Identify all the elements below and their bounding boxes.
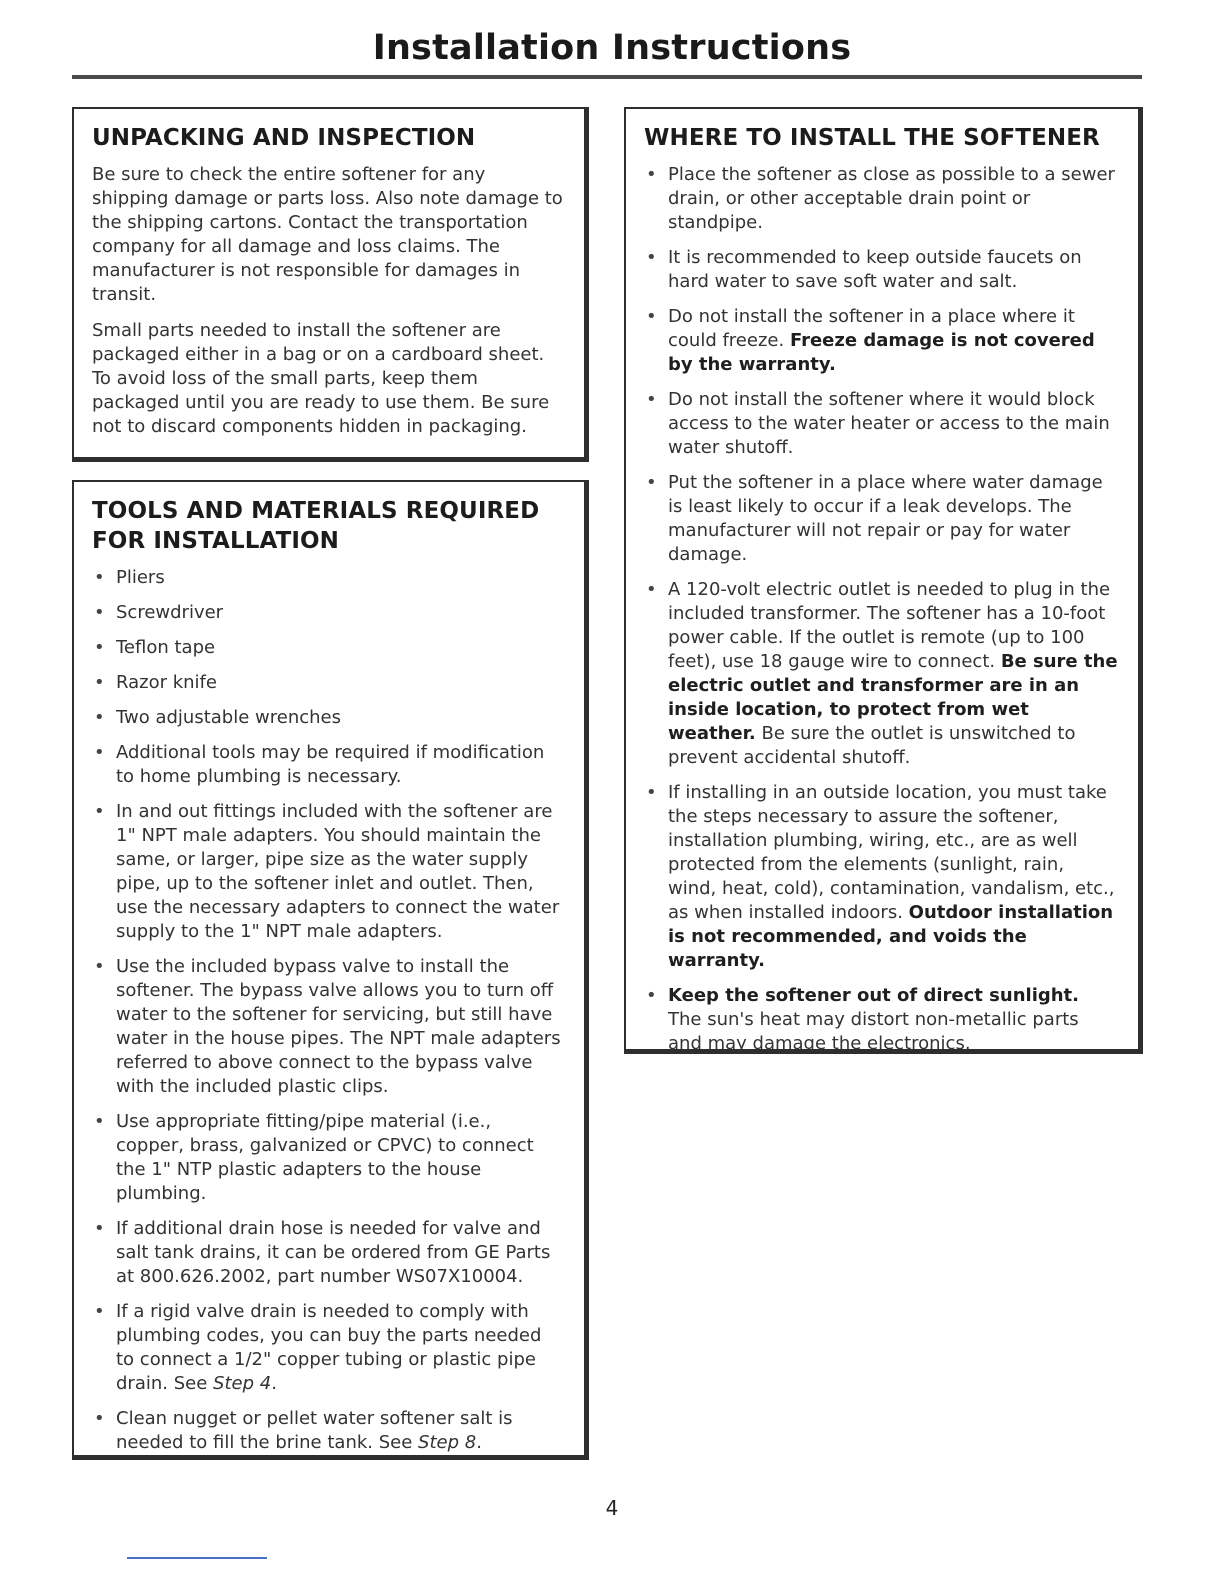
rigid-drain-text: If a rigid valve drain is needed to comply with plumbing codes, you can buy the parts needed to connect a 1/2" copper tubing or plastic pipe drain. See <box>116 1301 542 1394</box>
outlet-tail: Be sure the outlet is unswitched to prevent accidental shutoff. <box>668 723 1076 768</box>
page-title: Installation Instructions <box>372 28 852 68</box>
outlet-text: A 120-volt electric outlet is needed to plug in the included transformer. The softener has a 10-foot power cable. If the outlet is remote (up to 100 feet), use 18 gauge wire to connect. <box>668 579 1111 672</box>
step-8-reference: Step 8 <box>418 1432 477 1453</box>
list-item: • Place the softener as close as possible to a sewer drain, or other acceptable drain point or standpipe. <box>644 163 1118 235</box>
outdoor-text: If installing in an outside location, you must take the steps necessary to assure the softener, installation plumbing, wiring, etc., are as well protected from the elements (sunlight, rain, wind, heat, cold), contamination, vandalism, etc., as when installed indoors. <box>668 782 1115 923</box>
unpacking-heading: UNPACKING AND INSPECTION <box>92 125 476 151</box>
period: . <box>476 1432 482 1453</box>
list-item: • Pliers <box>92 566 564 590</box>
salt-text: Clean nugget or pellet water softener salt is needed to fill the brine tank. See <box>116 1408 513 1453</box>
list-item: • Use the included bypass valve to install the softener. The bypass valve allows you to turn off water to the softener for servicing, but still have water in the house pipes. The NPT male adapters referred to above connect to the bypass valve with the included plastic clips. <box>92 955 564 1099</box>
period: . <box>271 1373 277 1394</box>
list-item: • Razor knife <box>92 671 564 695</box>
step-4-reference: Step 4 <box>213 1373 272 1394</box>
list-item <box>92 1300 564 1396</box>
sunlight-text: The sun's heat may distort non-metallic parts and may damage the electronics. <box>668 1009 1079 1054</box>
title-divider <box>72 75 1142 79</box>
tools-section <box>72 480 589 1460</box>
list-item: • Teflon tape <box>92 636 564 660</box>
outdoor-warning: Outdoor installation is not recommended, and voids the warranty. <box>668 902 1114 971</box>
list-item: • It is recommended to keep outside faucets on hard water to save soft water and salt. <box>644 246 1118 294</box>
list-item <box>644 984 1118 1056</box>
sunlight-warning: Keep the softener out of direct sunlight. <box>668 985 1080 1006</box>
list-item: • Do not install the softener where it would block access to the water heater or access to the main water shutoff. <box>644 388 1118 460</box>
where-list <box>644 163 1118 1056</box>
footer-rule <box>127 1557 267 1559</box>
list-item <box>92 1407 564 1455</box>
unpacking-paragraph-2: Small parts needed to install the softener are packaged either in a bag or on a cardboard sheet. To avoid loss of the small parts, keep them packaged until you are ready to use them. Be sure not to discard components hidden in packaging. <box>92 320 550 437</box>
list-item <box>644 305 1118 377</box>
unpacking-paragraph-1: Be sure to check the entire softener for any shipping damage or parts loss. Also note damage to the shipping cartons. Contact the transportation company for all damage and loss claims. The manufacturer is not responsible for damages in transit. <box>92 164 563 305</box>
list-item: • Two adjustable wrenches <box>92 706 564 730</box>
list-item <box>644 578 1118 770</box>
unpacking-section <box>72 107 589 462</box>
outlet-warning: Be sure the electric outlet and transformer are in an inside location, to protect from wet weather. <box>668 651 1118 744</box>
tools-heading: TOOLS AND MATERIALS REQUIRED FOR INSTALLATION <box>92 498 540 554</box>
list-item <box>644 781 1118 973</box>
list-item: • Put the softener in a place where water damage is least likely to occur if a leak develops. The manufacturer will not repair or pay for water damage. <box>644 471 1118 567</box>
freeze-text: Do not install the softener in a place where it could freeze. <box>668 306 1075 351</box>
list-item: • Use appropriate fitting/pipe material (i.e., copper, brass, galvanized or CPVC) to connect the 1" NTP plastic adapters to the house plumbing. <box>92 1110 564 1206</box>
where-heading: WHERE TO INSTALL THE SOFTENER <box>644 125 1100 151</box>
list-item: • If additional drain hose is needed for valve and salt tank drains, it can be ordered from GE Parts at 800.626.2002, part number WS07X10004. <box>92 1217 564 1289</box>
list-item: • In and out fittings included with the softener are 1" NPT male adapters. You should maintain the same, or larger, pipe size as the water supply pipe, up to the softener inlet and outlet. Then, use the necessary adapters to connect the water supply to the 1" NPT male adapters. <box>92 800 564 944</box>
list-item: • Additional tools may be required if modification to home plumbing is necessary. <box>92 741 564 789</box>
tools-list <box>92 566 564 1455</box>
freeze-warning: Freeze damage is not covered by the warranty. <box>668 330 1095 375</box>
page-number: 4 <box>605 1496 619 1520</box>
where-to-install-section <box>624 107 1143 1054</box>
list-item: • Screwdriver <box>92 601 564 625</box>
